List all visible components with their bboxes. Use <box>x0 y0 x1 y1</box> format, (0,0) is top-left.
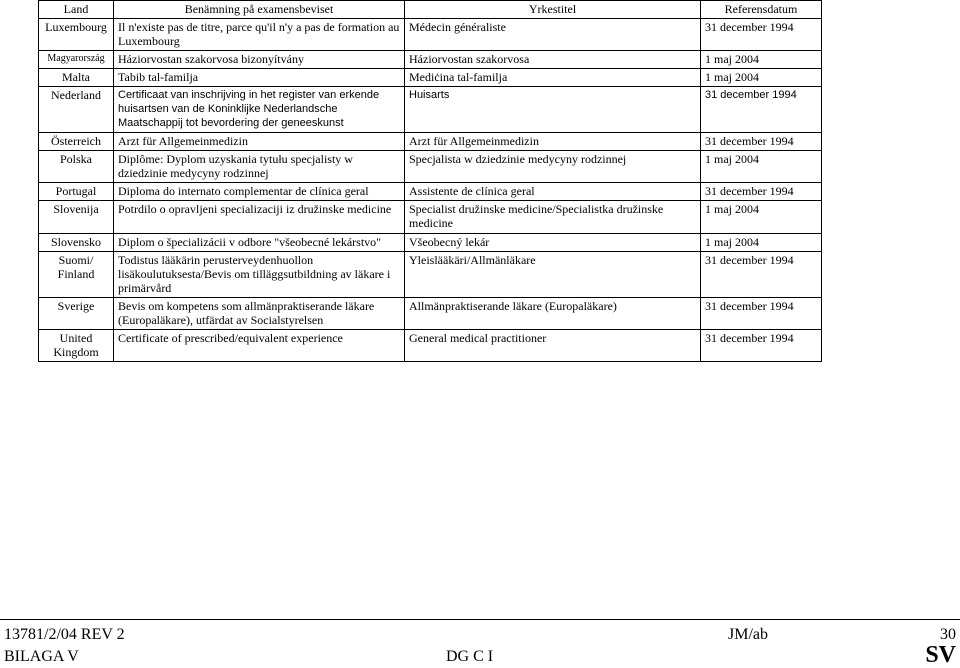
cell-country: Malta <box>39 69 114 87</box>
cell-diploma: Diplôme: Dyplom uzyskania tytułu specjalisty w dziedzinie medycyny rodzinnej <box>114 151 405 183</box>
table-row <box>39 201 822 234</box>
cell-diploma: Certificate of prescribed/equivalent experience <box>114 330 405 362</box>
cell-date: 31 december 1994 <box>701 252 822 298</box>
cell-diploma: Certificaat van inschrijving in het register van erkende huisartsen van de Koninklijke Nederlandsche Maatschappij tot bevordering der geneeskunst <box>114 87 405 133</box>
cell-diploma: Potrdilo o opravljeni specializaciji iz družinske medicine <box>114 201 405 234</box>
cell-title: Yleislääkäri/Allmänläkare <box>405 252 701 298</box>
header-country: Land <box>39 1 114 19</box>
footer-divider <box>0 619 960 620</box>
table-row <box>39 87 822 133</box>
cell-title: Assistente de clínica geral <box>405 183 701 201</box>
cell-date: 31 december 1994 <box>701 87 822 133</box>
cell-title: Arzt für Allgemeinmedizin <box>405 133 701 151</box>
cell-title: Allmänpraktiserande läkare (Europaläkare) <box>405 298 701 330</box>
cell-country: Portugal <box>39 183 114 201</box>
cell-country: Nederland <box>39 87 114 133</box>
cell-date: 1 maj 2004 <box>701 151 822 183</box>
cell-date: 31 december 1994 <box>701 19 822 51</box>
cell-date: 31 december 1994 <box>701 298 822 330</box>
table-row <box>39 151 822 183</box>
directorate-label: DG C I <box>446 648 494 665</box>
cell-title: General medical practitioner <box>405 330 701 362</box>
table-row <box>39 133 822 151</box>
cell-title: Specjalista w dziedzinie medycyny rodzinnej <box>405 151 701 183</box>
cell-country: Österreich <box>39 133 114 151</box>
cell-country: United Kingdom <box>39 330 114 362</box>
diploma-table <box>38 0 822 362</box>
cell-date: 1 maj 2004 <box>701 234 822 252</box>
annex-label: BILAGA V <box>4 648 79 665</box>
cell-diploma: Bevis om kompetens som allmänpraktiserande läkare (Europaläkare), utfärdat av Socialstyrelsen <box>114 298 405 330</box>
cell-country: Slovenija <box>39 201 114 234</box>
cell-date: 31 december 1994 <box>701 183 822 201</box>
page-number: 30 <box>940 626 956 643</box>
table-row <box>39 183 822 201</box>
language-code: SV <box>925 642 956 668</box>
header-diploma: Benämning på examensbeviset <box>114 1 405 19</box>
cell-title: Všeobecný lekár <box>405 234 701 252</box>
table-row <box>39 19 822 51</box>
table-header-row <box>39 1 822 19</box>
cell-country: Slovensko <box>39 234 114 252</box>
table-row <box>39 298 822 330</box>
cell-title: Háziorvostan szakorvosa <box>405 51 701 69</box>
cell-title: Médecin généraliste <box>405 19 701 51</box>
cell-diploma: Arzt für Allgemeinmedizin <box>114 133 405 151</box>
cell-country: Magyarország <box>39 51 114 69</box>
cell-title: Huisarts <box>405 87 701 133</box>
cell-country: Polska <box>39 151 114 183</box>
document-reference: 13781/2/04 REV 2 <box>4 626 125 643</box>
header-date: Referensdatum <box>701 1 822 19</box>
cell-country: Sverige <box>39 298 114 330</box>
cell-diploma: Diploma do internato complementar de clínica geral <box>114 183 405 201</box>
cell-date: 1 maj 2004 <box>701 69 822 87</box>
table-row <box>39 330 822 362</box>
cell-country: Luxembourg <box>39 19 114 51</box>
cell-date: 1 maj 2004 <box>701 201 822 234</box>
cell-date: 31 december 1994 <box>701 133 822 151</box>
header-title: Yrkestitel <box>405 1 701 19</box>
cell-diploma: Il n'existe pas de titre, parce qu'il n'y a pas de formation au Luxembourg <box>114 19 405 51</box>
table-row <box>39 69 822 87</box>
cell-date: 1 maj 2004 <box>701 51 822 69</box>
cell-title: Specialist družinske medicine/Specialistka družinske medicine <box>405 201 701 234</box>
table-row <box>39 51 822 69</box>
cell-diploma: Háziorvostan szakorvosa bizonyítvány <box>114 51 405 69</box>
author-initials: JM/ab <box>728 626 768 643</box>
cell-diploma: Tabib tal-familja <box>114 69 405 87</box>
cell-country: Suomi/ Finland <box>39 252 114 298</box>
table-row <box>39 234 822 252</box>
cell-diploma: Diplom o špecializácii v odbore "všeobecné lekárstvo" <box>114 234 405 252</box>
table-row <box>39 252 822 298</box>
cell-diploma: Todistus lääkärin perusterveydenhuollon lisäkoulutuksesta/Bevis om tilläggsutbildning av läkare i primärvård <box>114 252 405 298</box>
cell-date: 31 december 1994 <box>701 330 822 362</box>
cell-title: Mediċina tal-familja <box>405 69 701 87</box>
